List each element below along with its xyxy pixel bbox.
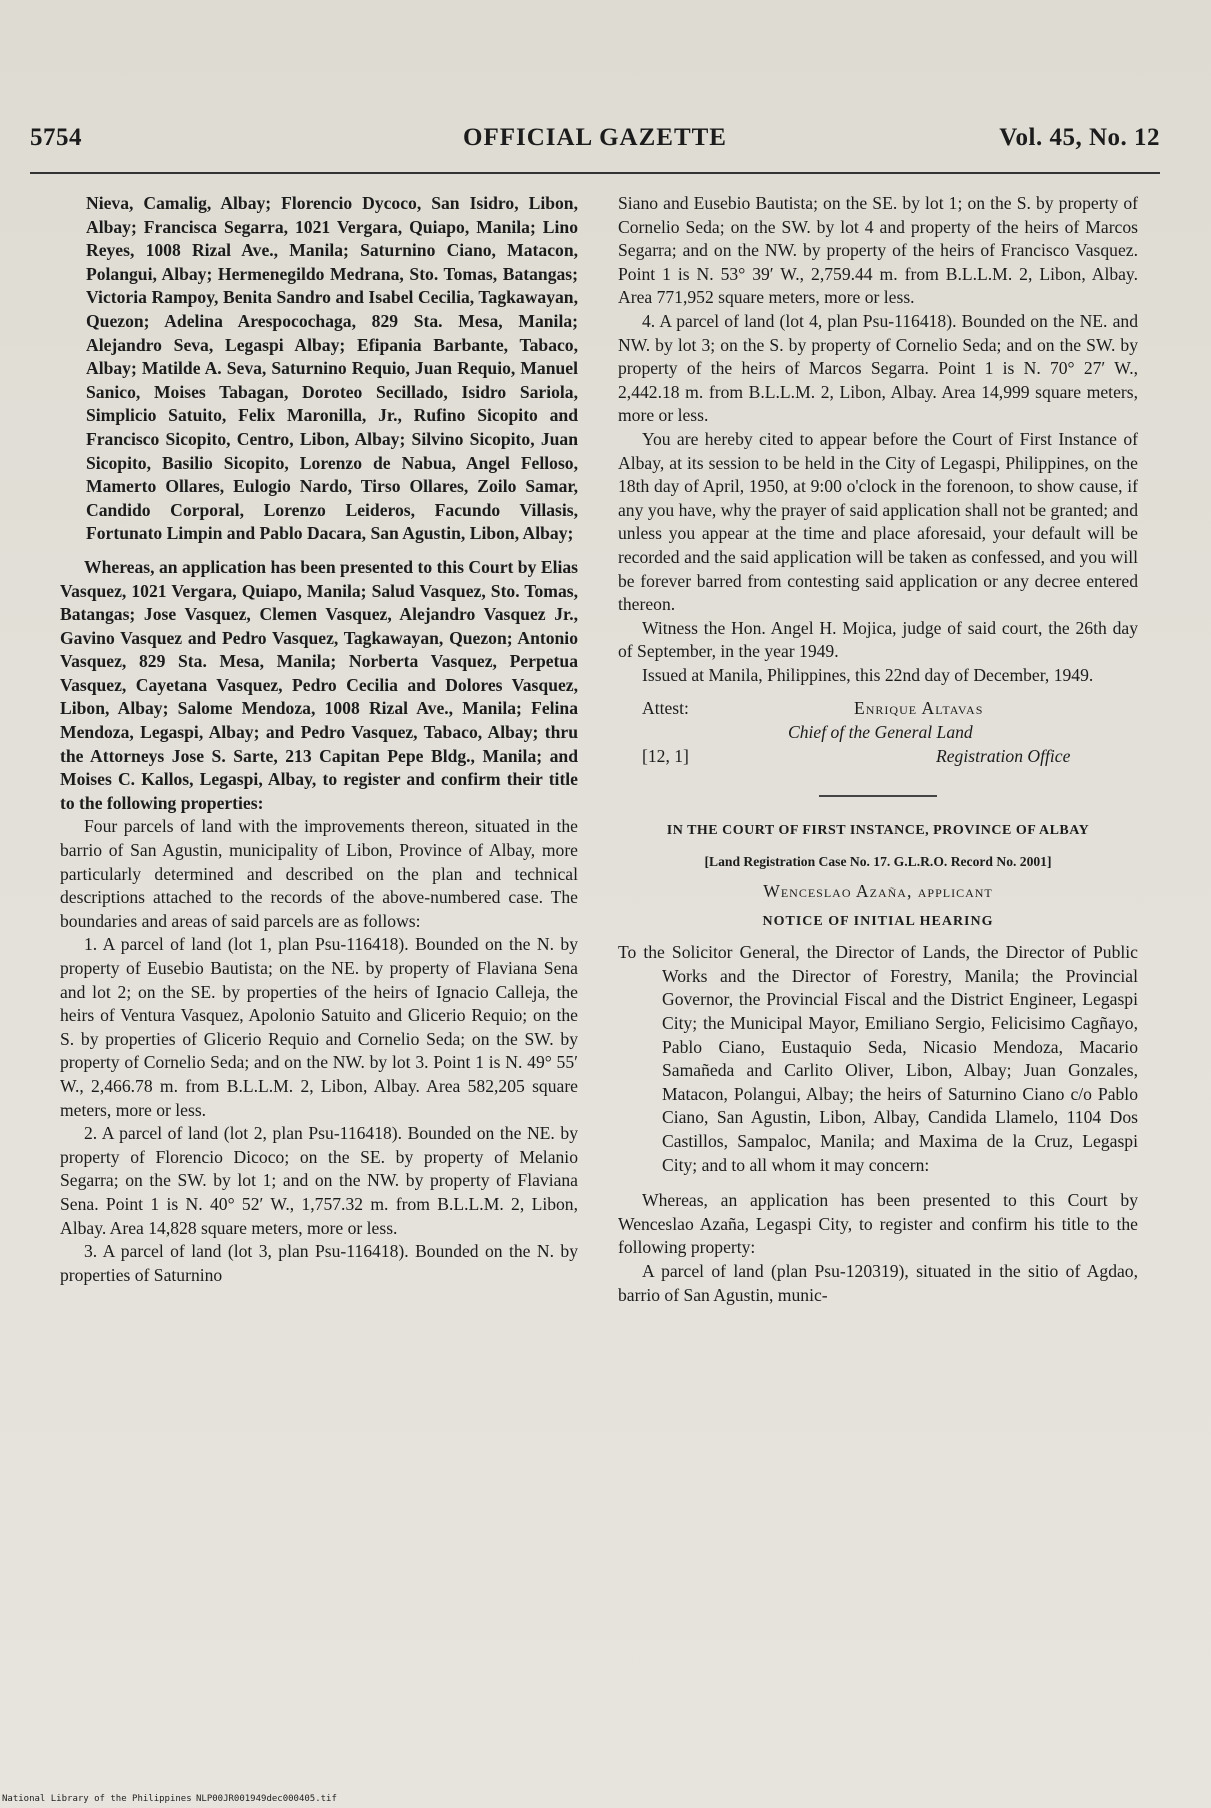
four-parcels-paragraph: Four parcels of land with the improvements thereon, situated in the barrio of San Agustin, municipality of Libon, Province of Albay, more particularly determined and described on the plan and technical descriptions attached to the records of the above-numbered case. The boundaries and areas of said parcels are as follows: xyxy=(60,816,578,931)
parcel-final: A parcel of land (plan Psu-120319), situated in the sitio of Agdao, barrio of San Agustin, munic- xyxy=(618,1260,1138,1305)
parcel-4: 4. A parcel of land (lot 4, plan Psu-116418). Bounded on the NE. and NW. by lot 3; on the S. by property of Cornelio Seda; and on the SW. by property of the heirs of Marcos Segarra. Point 1 is N. 70° 27′ W., 2,442.18 m. from B.L.L.M. 2, Libon, Albay. Area 14,999 square meters, more or less. xyxy=(618,310,1138,426)
addressees-block: To the Solicitor General, the Director of Lands, the Director of Public Works and the Director of Forestry, Manila; the Provincial Governor, the Provincial Fiscal and the District Engineer, Legaspi City; the Municipal Mayor, Emiliano Sergio, Felicisimo Cagñayo, Pablo Ciano, Eustaquio Seda, Nicasio Mendoza, Macario Samañeda and Carlito Oliver, Libon, Albay; Juan Gonzales, Matacon, Polangui, Albay; the heirs of Saturnino Ciano c/o Pablo Ciano, San Agustin, Libon, Albay, Candida Llamelo, 1104 Dos Castillos, Sampaloc, Manila; and Maxima de la Cruz, Legaspi City; and to all whom it may concern: xyxy=(618,942,1138,1175)
whereas-text: Whereas, an application has been presented to this Court by Elias Vasquez, 1021 Vergara, Quiapo, Manila; Salud Vasquez, Sto. Tomas, Batangas; Jose Vasquez, Clemen Vasquez, Alejandro Vasquez Jr., Gavino Vasquez and Pedro Vasquez, Tagkawayan, Quezon; Antonio Vasquez, 829 Sta. Mesa, Manila; Norberta Vasquez, Perpetua Vasquez, Cayetana Vasquez, Pedro Cecilia and Dolores Vasquez, Libon, Albay; Salome Mendoza, 1008 Rizal Ave., Manila; Felina Mendoza, Legaspi, Albay; and Pedro Vasquez, Tabaco, Albay; thru the Attorneys Jose S. Sarte, 213 Capitan Pepe Bldg., Manila; and Moises C. Kallos, Legaspi, Albay, to register and confirm their title to the following properties: xyxy=(60,556,578,813)
case-number-line: [Land Registration Case No. 17. G.L.R.O. Record No. 2001] xyxy=(704,854,1052,870)
office-title-line-1: Chief of the General Land xyxy=(788,722,973,743)
right-column xyxy=(618,192,1138,1307)
parcel-1: 1. A parcel of land (lot 1, plan Psu-116418). Bounded on the N. by property of Eusebio Bautista; on the NE. by property of Flaviana Sena and lot 2; on the SE. by properties of the heirs of Ignacio Calleja, the heirs of Ventura Vasquez, Apolonio Satuito and Glicerio Requio; on the S. by properties of Glicerio Requio and Cornelio Seda; on the SW. by property of Cornelio Seda; and on the NW. by lot 3. Point 1 is N. 49° 55′ W., 2,466.78 m. from B.L.L.M. 2, Libon, Albay. Area 582,205 square meters, more or less. xyxy=(60,934,578,1120)
page-number: 5754 xyxy=(30,124,82,151)
parcel-3-continued: Siano and Eusebio Bautista; on the SE. by lot 1; on the S. by property of Cornelio Seda; on the SW. by lot 4 and property of the heirs of Marcos Segarra; and on the NW. by property of the heirs of Francisco Vasquez. Point 1 is N. 53° 39′ W., 2,759.44 m. from B.L.L.M. 2, Libon, Albay. Area 771,952 square meters, more or less. xyxy=(618,193,1138,308)
volume-number: Vol. 45, No. 12 xyxy=(999,124,1160,151)
section-separator xyxy=(819,795,937,797)
scan-footer xyxy=(0,1791,1211,1808)
attest-label: Attest: xyxy=(642,698,689,719)
office-title-line-2: Registration Office xyxy=(936,746,1071,767)
signatory-name: Enrique Altavas xyxy=(854,698,984,719)
court-heading: IN THE COURT OF FIRST INSTANCE, PROVINCE OF ALBAY xyxy=(666,823,1090,839)
applicant-line: Wenceslao Azaña, applicant xyxy=(763,881,993,902)
office-row-2 xyxy=(618,745,1138,769)
page-header xyxy=(30,120,1160,160)
scan-filename: NLP00JR001949dec000405.tif xyxy=(196,1794,337,1804)
issue-reference: [12, 1] xyxy=(642,746,689,767)
attest-row xyxy=(618,697,1138,721)
library-credit: National Library of the Philippines xyxy=(2,1794,192,1804)
whereas-paragraph xyxy=(60,556,578,816)
left-column xyxy=(60,192,578,1287)
parcel-3: 3. A parcel of land (lot 3, plan Psu-116418). Bounded on the N. by properties of Saturnino xyxy=(60,1241,578,1285)
witness-paragraph: Witness the Hon. Angel H. Mojica, judge of said court, the 26th day of September, in the year 1949. xyxy=(618,617,1138,662)
address-block: Nieva, Camalig, Albay; Florencio Dycoco, San Isidro, Libon, Albay; Francisca Segarra, 1021 Vergara, Quiapo, Manila; Lino Reyes, 1008 Rizal Ave., Manila; Saturnino Ciano, Matacon, Polangui, Albay; Hermenegildo Medrana, Sto. Tomas, Batangas; Victoria Rampoy, Benita Sandro and Isabel Cecilia, Tagkawayan, Quezon; Adelina Arespocochaga, 829 Sta. Mesa, Manila; Alejandro Seva, Legaspi Albay; Efipania Barbante, Tabaco, Albay; Matilde A. Seva, Saturnino Requio, Juan Requio, Manuel Sanico, Moises Tabagan, Doroteo Secillado, Isidro Sariola, Simplicio Satuito, Felix Maronilla, Jr., Rufino Sicopito and Francisco Sicopito, Centro, Libon, Albay; Silvino Sicopito, Juan Sicopito, Basilio Sicopito, Lorenzo de Nabua, Angel Felloso, Mamerto Ollares, Eulogio Nardo, Tirso Ollares, Zoilo Samar, Candido Corporal, Lorenzo Leideros, Facundo Villasis, Fortunato Limpin and Pablo Dacara, San Agustin, Libon, Albay; xyxy=(86,193,578,544)
cited-paragraph: You are hereby cited to appear before the Court of First Instance of Albay, at its session to be held in the City of Legaspi, Philippines, on the 18th day of April, 1950, at 9:00 o'clock in the forenoon, to show cause, if any you have, why the prayer of said application shall not be granted; and unless you appear at the time and place aforesaid, your default will be recorded and the said application will be taken as confessed, and you will be forever barred from contesting said application or any decree entered thereon. xyxy=(618,428,1138,615)
issued-paragraph: Issued at Manila, Philippines, this 22nd day of December, 1949. xyxy=(642,664,1094,685)
publication-title: OFFICIAL GAZETTE xyxy=(463,124,727,151)
whereas-paragraph-2: Whereas, an application has been presented to this Court by Wenceslao Azaña, Legaspi City, to register and confirm his title to the following property: xyxy=(618,1190,1138,1258)
office-row-1 xyxy=(618,721,1138,745)
parcel-2: 2. A parcel of land (lot 2, plan Psu-116418). Bounded on the NE. by property of Florencio Dicoco; on the SE. by property of Melanio Segarra; on the SW. by lot 1; and on the NW. by property of Flaviana Sena. Point 1 is N. 40° 52′ W., 1,757.32 m. from B.L.L.M. 2, Libon, Albay. Area 14,828 square meters, more or less. xyxy=(60,1123,578,1238)
header-rule xyxy=(30,172,1160,174)
notice-title: NOTICE OF INITIAL HEARING xyxy=(762,913,994,929)
